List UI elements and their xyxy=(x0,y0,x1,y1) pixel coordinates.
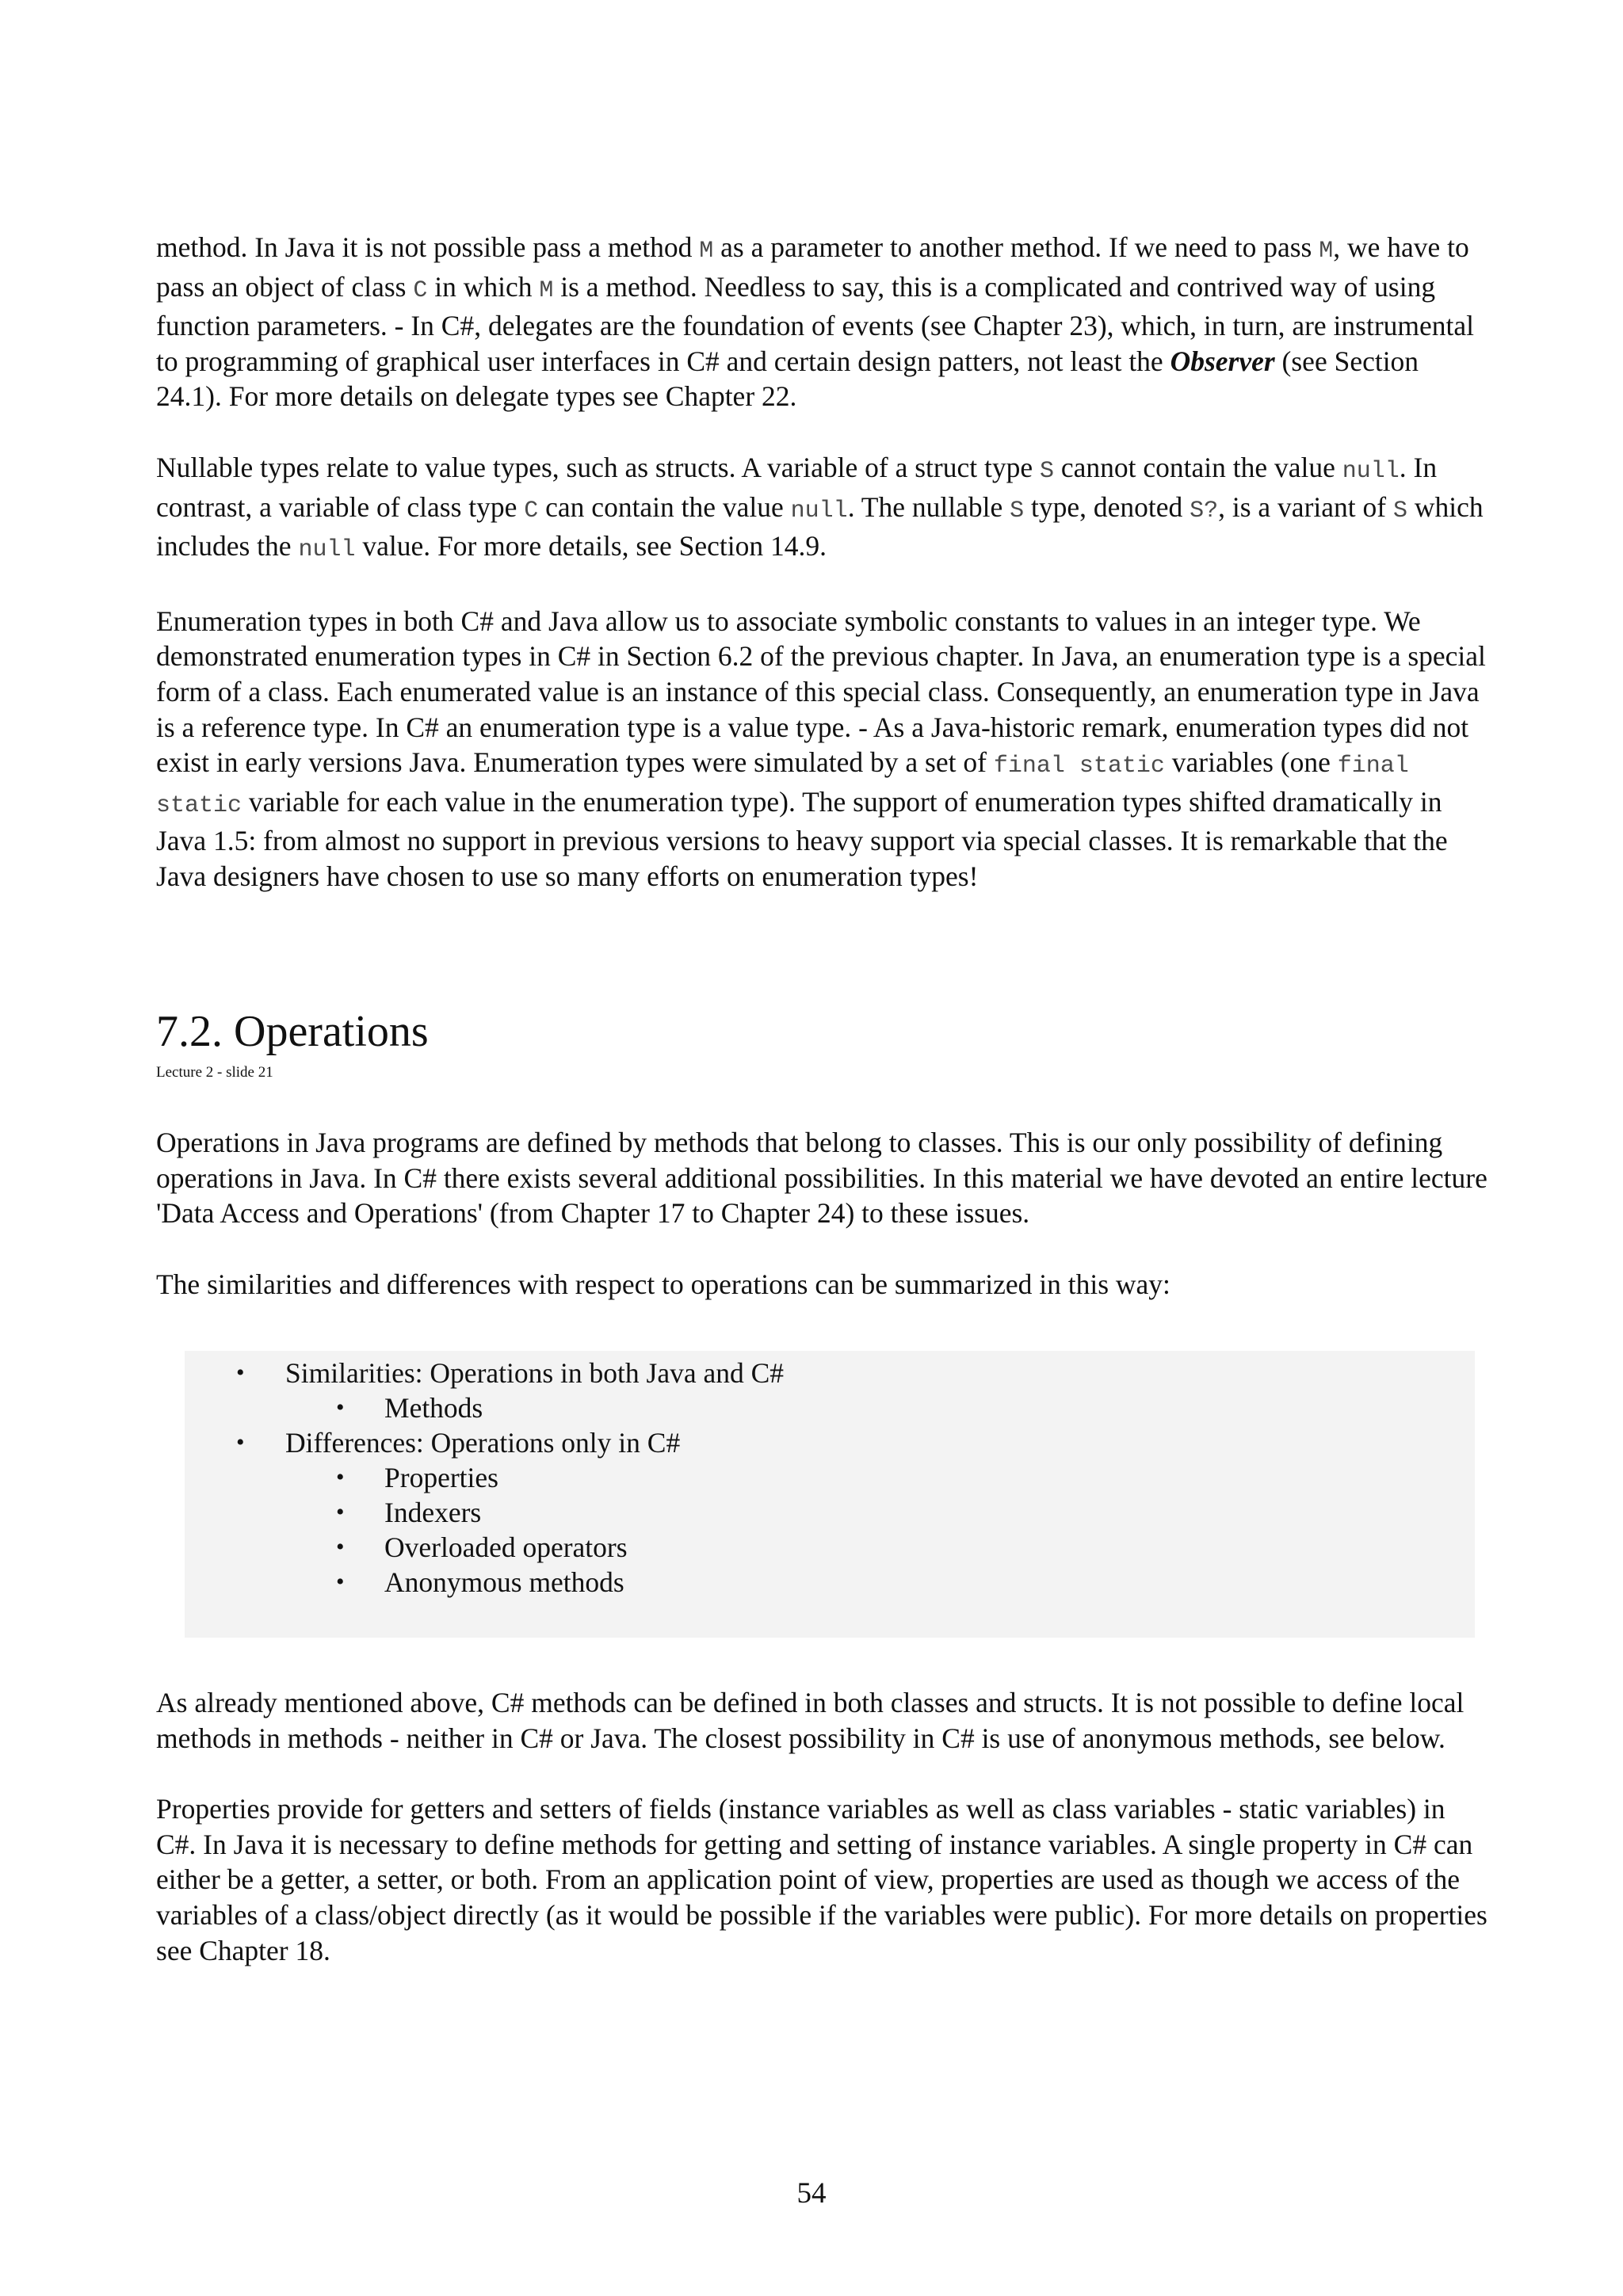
list-item-label: Properties xyxy=(384,1462,498,1493)
inline-code: C xyxy=(413,277,428,304)
inline-code: M xyxy=(1319,238,1334,265)
inline-code: M xyxy=(539,277,554,304)
text-run: . The nullable xyxy=(847,490,1010,523)
document-body-top xyxy=(156,230,1487,894)
inline-code: S xyxy=(1010,497,1025,524)
inline-code: final static xyxy=(993,753,1165,780)
paragraph-properties: Properties provide for getters and setters of fields (instance variables as well as class variables - static variables) in C#. In Java it is necessary to define methods for getting and setting of instance variables. A single property in C# can either be a getter, a setter, or both. From an application point of view, properties are used as though we access of the variables of a class/object directly (as it would be possible if the variables were public). For more details on properties see Chapter 18. xyxy=(156,1793,1487,1966)
text-run: cannot contain the value xyxy=(1054,451,1342,483)
paragraph-methods: As already mentioned above, C# methods can be defined in both classes and structs. It is not possible to define local methods in methods - neither in C# or Java. The closest possibility in C# is use of anonymous methods, see below. xyxy=(156,1687,1465,1754)
slide-reference: Lecture 2 - slide 21 xyxy=(156,1064,273,1081)
inline-code: null xyxy=(790,497,848,524)
document-body-bottom xyxy=(156,1685,1487,1968)
paragraph-summary-intro: The similarities and differences with respect to operations can be summarized in this way: xyxy=(156,1268,1170,1300)
list-item-label: Overloaded operators xyxy=(384,1531,628,1563)
inline-code: S? xyxy=(1190,497,1219,524)
bullet-icon: • xyxy=(336,1534,345,1560)
summary-box xyxy=(185,1351,1475,1638)
emphasis-observer: Observer xyxy=(1170,345,1275,377)
inline-code: S xyxy=(1392,497,1407,524)
text-run: . In contrast, a variable of class type xyxy=(156,451,1438,523)
text-run: as a parameter to another method. If we need to pass xyxy=(713,231,1319,263)
text-run: type, denoted xyxy=(1024,490,1190,523)
bullet-icon: • xyxy=(336,1394,345,1421)
list-item-label: Indexers xyxy=(384,1497,482,1528)
text-run: variable for each value in the enumeration type). The support of enumeration types shifted dramatically in Java 1.5: from almost no support in previous versions to heavy support via special classes. It is remarkable that the Java designers have chosen to use so many efforts on enumeration types! xyxy=(156,785,1448,892)
inline-code: M xyxy=(699,238,714,265)
text-run: (see Section 24.1). For more details on delegate types see Chapter 22. xyxy=(156,345,1419,413)
section-heading: 7.2. Operations xyxy=(156,1007,429,1056)
list-item xyxy=(185,1530,784,1565)
paragraph-enumeration xyxy=(156,604,1487,894)
paragraph-operations: Operations in Java programs are defined by methods that belong to classes. This is our only possibility of defining operations in Java. In C# there exists several additional possibilities. In this material we have devoted an entire lecture 'Data Access and Operations' (from Chapter 17 to Chapter 24) to these issues. xyxy=(156,1127,1487,1230)
list-item-label: Anonymous methods xyxy=(384,1566,624,1598)
text-run: variables (one xyxy=(1164,746,1338,779)
list-item-label: Similarities: Operations in both Java and C# xyxy=(285,1357,785,1389)
paragraph-nullable xyxy=(156,450,1487,568)
text-run: Enumeration types in both C# and Java allow us to associate symbolic constants to values in an integer type. We demonstrated enumeration types in C# in Section 6.2 of the previous chapter. In Java, an enumeration type is a special form of a class. Each enumerated value is an instance of this special class. Consequently, an enumeration type in Java is a reference type. In C# an enumeration type is a value type. - As a Java-historic remark, enumeration types did not exist in early versions Java. Enumeration types were simulated by a set of xyxy=(156,605,1486,779)
list-item xyxy=(185,1495,784,1530)
list-item-label: Methods xyxy=(384,1392,483,1424)
inline-code: S xyxy=(1039,457,1054,485)
text-run: in which xyxy=(427,270,540,303)
text-run: is a method. Needless to say, this is a complicated and contrived way of using function parameters. - In C#, delegates are the foundation of events (see Chapter 23), which, in turn, are instrumental to programming of graphical user interfaces in C# and certain design patters, not least the xyxy=(156,270,1475,377)
bullet-icon: • xyxy=(336,1569,345,1595)
list-item xyxy=(185,1565,784,1600)
text-run: value. For more details, see Section 14.9. xyxy=(355,530,827,563)
text-run: which includes the xyxy=(156,490,1484,563)
inline-code: null xyxy=(1342,457,1400,485)
paragraph-delegates xyxy=(156,230,1487,414)
bullet-icon: • xyxy=(336,1464,345,1490)
summary-list xyxy=(185,1356,784,1600)
text-run: can contain the value xyxy=(538,490,791,523)
bullet-icon: • xyxy=(236,1360,245,1386)
inline-code: null xyxy=(298,536,356,564)
list-item-label: Differences: Operations only in C# xyxy=(285,1427,681,1459)
text-run: method. In Java it is not possible pass a method xyxy=(156,231,700,263)
document-body-middle xyxy=(156,1125,1487,1302)
list-item xyxy=(185,1390,784,1425)
inline-code: final static xyxy=(156,753,1409,819)
inline-code: C xyxy=(524,497,539,524)
text-run: , we have to pass an object of class xyxy=(156,231,1469,303)
list-item-similarities xyxy=(185,1356,784,1390)
bullet-icon: • xyxy=(236,1429,245,1455)
bullet-icon: • xyxy=(336,1499,345,1525)
list-item xyxy=(185,1460,784,1495)
list-item-differences xyxy=(185,1425,784,1460)
page-number: 54 xyxy=(796,2177,827,2210)
text-run: Nullable types relate to value types, such as structs. A variable of a struct type xyxy=(156,451,1040,483)
text-run: , is a variant of xyxy=(1218,490,1393,523)
